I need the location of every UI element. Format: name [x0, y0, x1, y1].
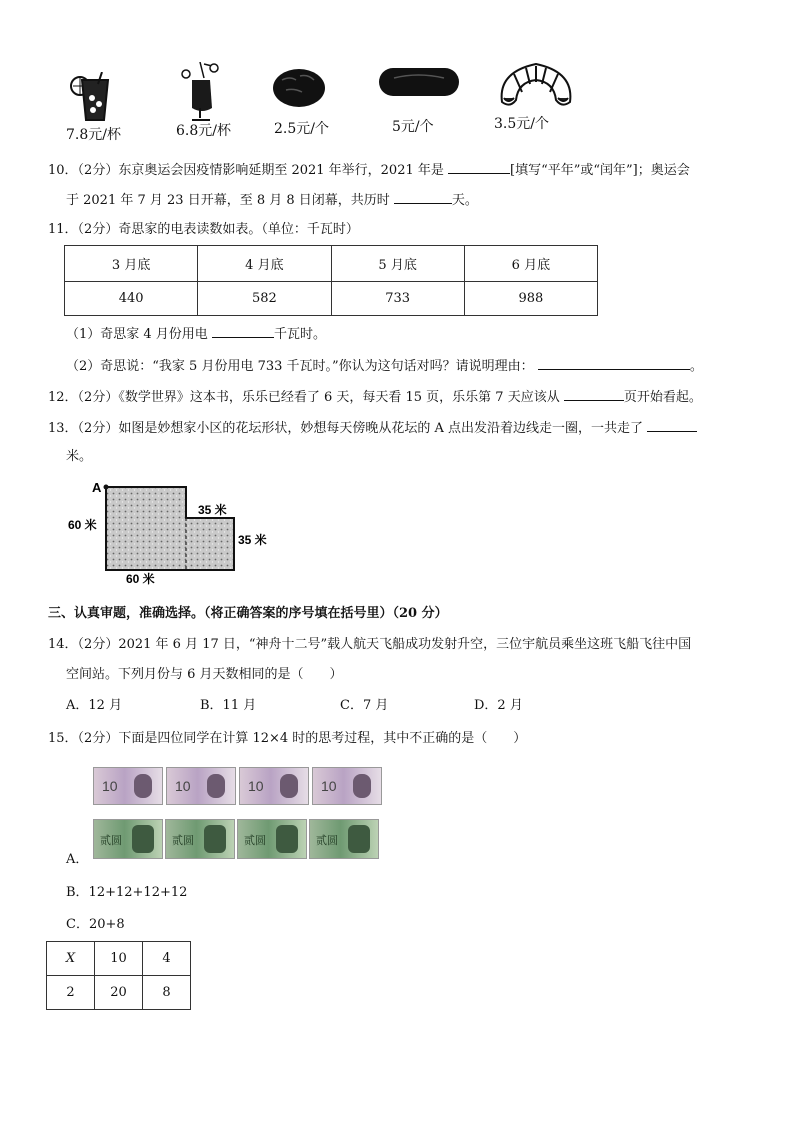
- table-cell: 988: [464, 282, 597, 316]
- question-10-line-1: 10．（2分）东京奥运会因疫情影响延期至 2021 年举行，2021 年是 [填写“平年”或“闰年”]；奥运会: [48, 159, 690, 181]
- two-yuan-note: 贰圆: [93, 819, 163, 859]
- menu-price: 3.5元/个: [494, 116, 549, 132]
- question-14-line-2: 空间站。下列月份与 6 月天数相同的是（ ）: [66, 667, 343, 682]
- option-b[interactable]: B．11 月: [200, 698, 257, 713]
- portrait-icon: [207, 774, 225, 798]
- portrait-icon: [204, 825, 226, 853]
- table-header-cell: 6 月底: [464, 246, 597, 282]
- table-header-cell: 4 月底: [198, 246, 331, 282]
- bread-bun-icon: [272, 66, 326, 108]
- ten-yuan-note: 10: [312, 767, 382, 805]
- right-length-label: 35 米: [238, 533, 267, 547]
- answer-blank[interactable]: [564, 386, 624, 401]
- menu-price: 2.5元/个: [274, 121, 329, 137]
- question-13-line-1: 13．（2分）如图是妙想家小区的花坛形状，妙想每天傍晚从花坛的 A 点出发沿着边线走一圈，一共走了: [48, 417, 697, 439]
- q15-option-b[interactable]: B．12+12+12+12: [66, 885, 188, 900]
- multiplication-grid-table: [46, 941, 191, 1010]
- table-header-row: [65, 246, 598, 282]
- menu-price: 6.8元/杯: [176, 123, 231, 139]
- table-cell: 8: [143, 976, 191, 1010]
- juice-glass-icon: [68, 72, 116, 124]
- table-header-cell: 5 月底: [331, 246, 464, 282]
- question-10-line-2: 于 2021 年 7 月 23 日开幕，至 8 月 8 日闭幕，共历时 天。: [66, 189, 478, 211]
- question-11-stem: 11．（2分）奇思家的电表读数如表。（单位：千瓦时）: [48, 222, 359, 237]
- section-3-heading: 三、认真审题，准确选择。（将正确答案的序号填在括号里）（20 分）: [48, 606, 448, 621]
- portrait-icon: [134, 774, 152, 798]
- two-yuan-note: 贰圆: [165, 819, 235, 859]
- two-yuan-note: 贰圆: [237, 819, 307, 859]
- question-11-sub-2: （2）奇思说：“我家 5 月份用电 733 千瓦时。”你认为这句话对吗？请说明理由： 。: [66, 355, 703, 377]
- table-cell: 2: [47, 976, 95, 1010]
- answer-blank[interactable]: [538, 355, 690, 370]
- table-cell: 10: [95, 942, 143, 976]
- option-d[interactable]: D．2 月: [474, 698, 523, 713]
- answer-blank[interactable]: [647, 417, 697, 432]
- menu-price: 7.8元/杯: [66, 127, 121, 143]
- portrait-icon: [353, 774, 371, 798]
- two-yuan-notes-row: [93, 819, 379, 859]
- flowerbed-shape: [106, 487, 234, 570]
- long-bread-icon: [378, 66, 460, 98]
- table-row: [47, 976, 191, 1010]
- option-a[interactable]: A．12 月: [66, 698, 123, 713]
- croissant-icon: [496, 58, 576, 112]
- portrait-icon: [132, 825, 154, 853]
- notch-length-label: 35 米: [198, 503, 227, 517]
- table-cell: 733: [331, 282, 464, 316]
- meter-reading-table: [64, 245, 598, 316]
- table-cell: 440: [65, 282, 198, 316]
- option-c[interactable]: C．7 月: [340, 698, 389, 713]
- ten-yuan-note: 10: [166, 767, 236, 805]
- table-cell: X: [47, 942, 95, 976]
- table-cell: 4: [143, 942, 191, 976]
- bottom-length-label: 60 米: [126, 572, 155, 586]
- answer-blank[interactable]: [212, 323, 274, 338]
- two-yuan-note: 贰圆: [309, 819, 379, 859]
- question-14-line-1: 14．（2分）2021 年 6 月 17 日，“神舟十二号”载人航天飞船成功发射升空，三位宇航员乘坐这班飞船飞往中国: [48, 637, 692, 652]
- ten-yuan-notes-row: [93, 767, 382, 805]
- table-row: [65, 282, 598, 316]
- question-15-stem: 15．（2分）下面是四位同学在计算 12×4 时的思考过程，其中不正确的是（ ）: [48, 731, 527, 746]
- point-a-label: A: [92, 480, 102, 495]
- table-cell: 582: [198, 282, 331, 316]
- table-header-cell: 3 月底: [65, 246, 198, 282]
- left-length-label: 60 米: [68, 518, 97, 532]
- question-13-line-2: 米。: [66, 449, 93, 464]
- portrait-icon: [280, 774, 298, 798]
- table-cell: 20: [95, 976, 143, 1010]
- table-row: [47, 942, 191, 976]
- point-a-marker: [104, 485, 109, 490]
- portrait-icon: [276, 825, 298, 853]
- flowerbed-figure: [64, 474, 284, 592]
- q15-option-c[interactable]: C．20+8: [66, 917, 125, 932]
- menu-price: 5元/个: [392, 119, 434, 135]
- ten-yuan-note: 10: [93, 767, 163, 805]
- ten-yuan-note: 10: [239, 767, 309, 805]
- portrait-icon: [348, 825, 370, 853]
- question-11-sub-1: （1）奇思家 4 月份用电 千瓦时。: [66, 323, 326, 345]
- q15-option-a[interactable]: A．: [66, 852, 89, 867]
- question-12: 12．（2分）《数学世界》这本书，乐乐已经看了 6 天，每天看 15 页，乐乐第 7 天应该从 页开始看起。: [48, 386, 702, 408]
- answer-blank[interactable]: [448, 159, 510, 174]
- drink-bottle-icon: [178, 62, 222, 124]
- answer-blank[interactable]: [394, 189, 452, 204]
